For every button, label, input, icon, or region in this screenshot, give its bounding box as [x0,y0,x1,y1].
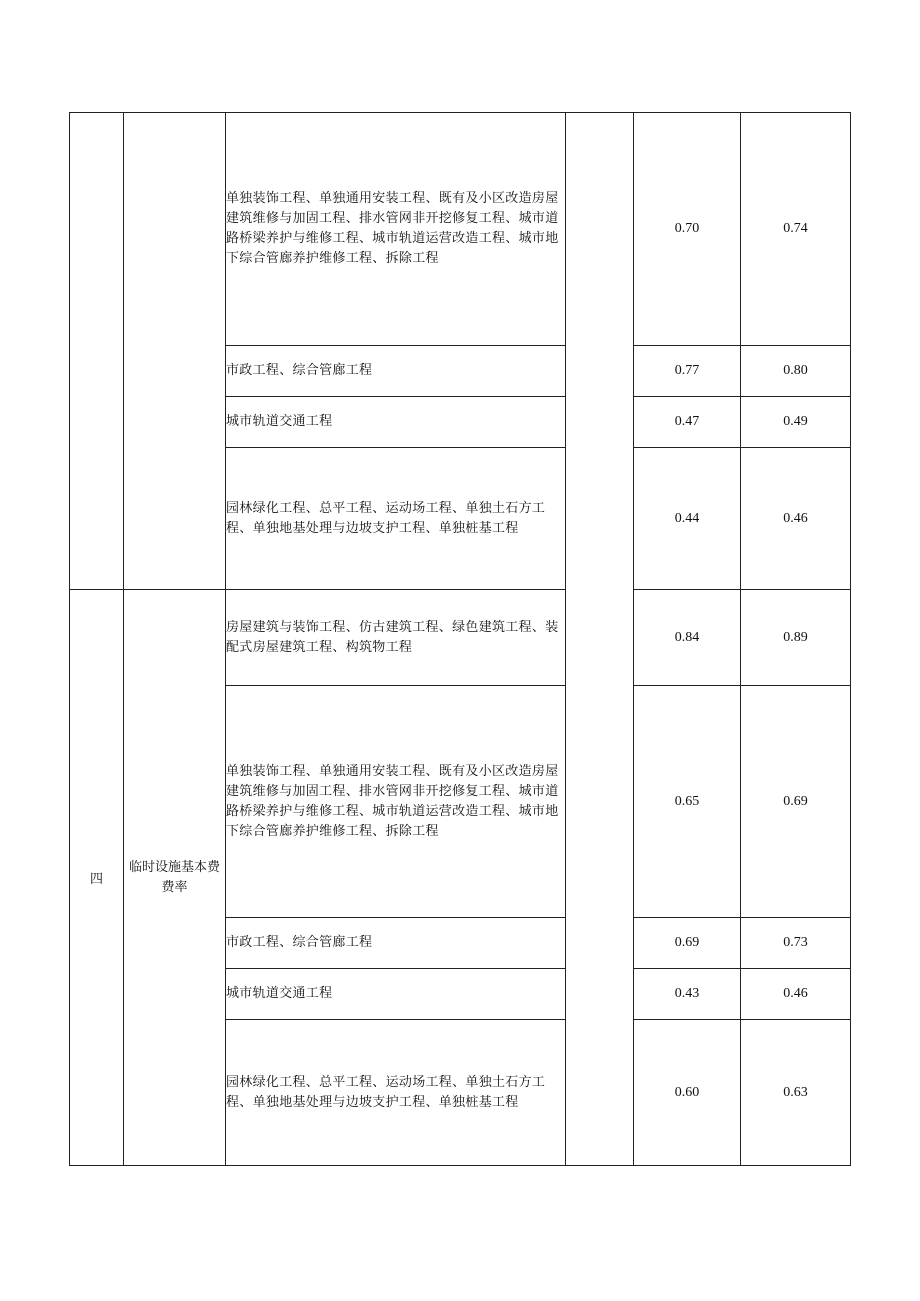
project-type-cell: 市政工程、综合管廊工程 [226,918,566,969]
rate-value-2: 0.69 [741,686,851,918]
basis-cell [566,113,634,1166]
rate-value-2: 0.49 [741,397,851,448]
group-name-cell: 临时设施基本费费率 [124,590,226,1166]
project-type-cell: 园林绿化工程、总平工程、运动场工程、单独土石方工程、单独地基处理与边坡支护工程、单独桩基工程 [226,1020,566,1166]
project-type-cell: 城市轨道交通工程 [226,969,566,1020]
rate-value-2: 0.89 [741,590,851,686]
project-type-cell: 城市轨道交通工程 [226,397,566,448]
rate-value-2: 0.80 [741,346,851,397]
rate-value-2: 0.73 [741,918,851,969]
group-index-cell: 四 [70,590,124,1166]
project-type-cell: 园林绿化工程、总平工程、运动场工程、单独土石方工程、单独地基处理与边坡支护工程、单独桩基工程 [226,448,566,590]
rate-value-1: 0.77 [634,346,741,397]
rate-value-1: 0.84 [634,590,741,686]
rate-value-1: 0.70 [634,113,741,346]
project-type-cell: 市政工程、综合管廊工程 [226,346,566,397]
rate-value-2: 0.46 [741,448,851,590]
group-name-cell [124,113,226,590]
project-type-cell: 房屋建筑与装饰工程、仿古建筑工程、绿色建筑工程、装配式房屋建筑工程、构筑物工程 [226,590,566,686]
rate-value-2: 0.46 [741,969,851,1020]
rate-value-1: 0.69 [634,918,741,969]
project-type-cell: 单独装饰工程、单独通用安装工程、既有及小区改造房屋建筑维修与加固工程、排水管网非开挖修复工程、城市道路桥梁养护与维修工程、城市轨道运营改造工程、城市地下综合管廊养护维修工程、拆除工程 [226,686,566,918]
rate-value-1: 0.65 [634,686,741,918]
group-index-cell [70,113,124,590]
rate-value-1: 0.47 [634,397,741,448]
rate-value-1: 0.43 [634,969,741,1020]
rate-value-1: 0.60 [634,1020,741,1166]
rate-value-2: 0.74 [741,113,851,346]
project-type-cell: 单独装饰工程、单独通用安装工程、既有及小区改造房屋建筑维修与加固工程、排水管网非开挖修复工程、城市道路桥梁养护与维修工程、城市轨道运营改造工程、城市地下综合管廊养护维修工程、拆除工程 [226,113,566,346]
fee-rate-table [69,112,851,1166]
rate-value-2: 0.63 [741,1020,851,1166]
rate-value-1: 0.44 [634,448,741,590]
table-row [70,113,851,346]
table-row [70,590,851,686]
